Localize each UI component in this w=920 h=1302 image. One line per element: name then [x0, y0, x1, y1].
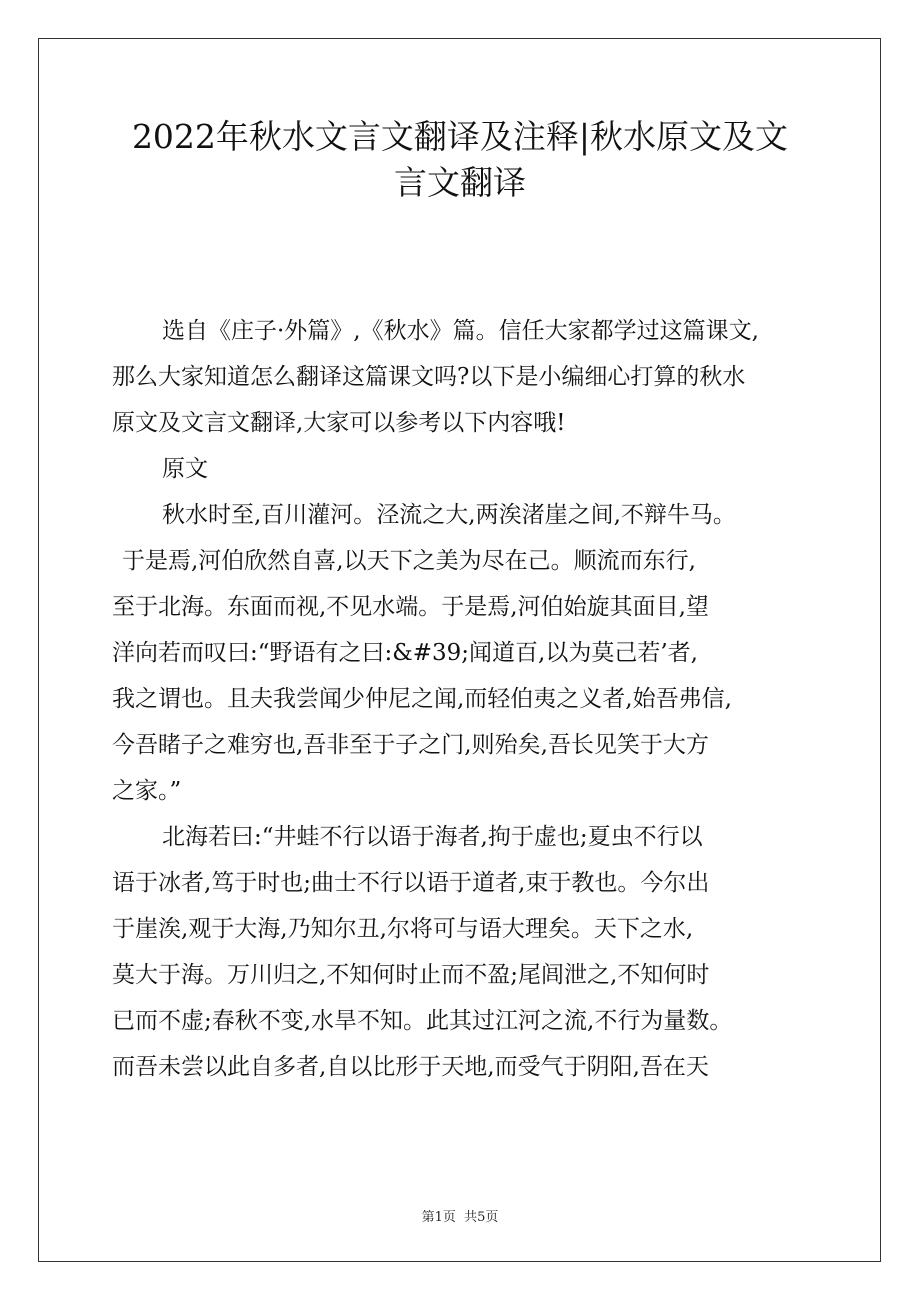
section-heading-original: 原文: [162, 456, 208, 482]
paragraph-line: 今吾睹子之难穷也,吾非至于子之门,则殆矣,吾长见笑于大方: [112, 732, 709, 758]
page-number: 第1页: [421, 1210, 456, 1225]
page-footer: [0, 1206, 920, 1225]
paragraph-line: 于是焉,河伯欣然自喜,以天下之美为尽在己。顺流而东行,: [122, 548, 696, 574]
document-title-line-2: 言文翻译: [394, 163, 526, 202]
paragraph-line: 我之谓也。且夫我尝闻少仲尼之闻,而轻伯夷之义者,始吾弗信,: [112, 686, 732, 712]
paragraph-intro-line: 选自《庄子·外篇》,《秋水》篇。信任大家都学过这篇课文,: [162, 318, 759, 344]
paragraph-line: 秋水时至,百川灌河。泾流之大,两涘渚崖之间,不辩牛马。: [162, 502, 736, 528]
paragraph-line: 而吾未尝以此自多者,自以比形于天地,而受气于阴阳,吾在天: [112, 1054, 709, 1080]
paragraph-line: 已而不虚;春秋不变,水旱不知。此其过江河之流,不行为量数。: [112, 1008, 733, 1034]
paragraph-line: 至于北海。东面而视,不见水端。于是焉,河伯始旋其面目,望: [112, 594, 709, 620]
paragraph-intro-line: 原文及文言文翻译,大家可以参考以下内容哦!: [112, 410, 566, 436]
paragraph-line: 北海若曰:“井蛙不行以语于海者,拘于虚也;夏虫不行以: [162, 824, 703, 850]
paragraph-line: 洋向若而叹曰:“野语有之曰:&#39;闻道百,以为莫己若’者,: [112, 640, 698, 666]
paragraph-line: 之家。”: [112, 778, 182, 804]
paragraph-line: 语于冰者,笃于时也;曲士不行以语于道者,束于教也。今尔出: [112, 870, 710, 896]
paragraph-line: 于崖涘,观于大海,乃知尔丑,尔将可与语大理矣。天下之水,: [112, 916, 694, 942]
paragraph-intro-line: 那么大家知道怎么翻译这篇课文吗?以下是小编细心打算的秋水: [112, 364, 746, 390]
page-total: 共5页: [464, 1210, 499, 1225]
document-title-line-1: 2022年秋水文言文翻译及注释|秋水原文及文: [131, 117, 789, 156]
paragraph-line: 莫大于海。万川归之,不知何时止而不盈;尾闾泄之,不知何时: [112, 962, 710, 988]
